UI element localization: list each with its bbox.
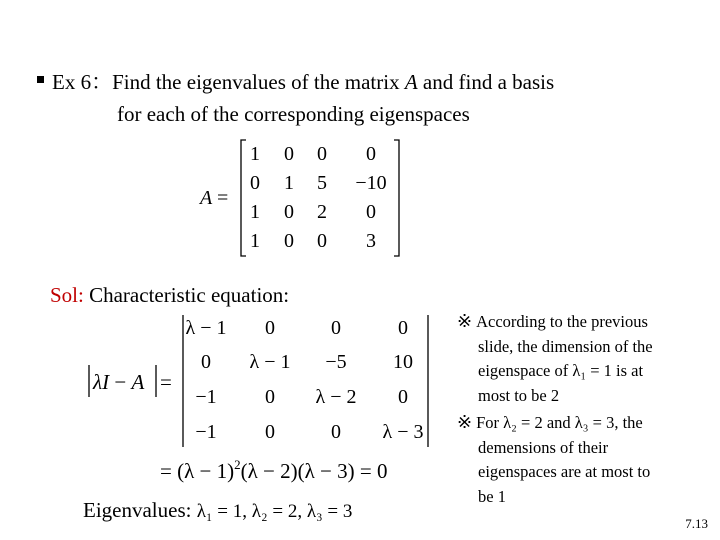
det-cell: 10	[393, 351, 413, 373]
eigenvalues-expr: λ₁ = 1, λ₂ = 2, λ₃ = 3	[196, 501, 353, 522]
det-cell: λ − 1	[249, 351, 291, 373]
matrix-a-cell: 5	[317, 172, 327, 194]
reference-mark-icon: ※	[457, 412, 473, 432]
note-2	[457, 410, 650, 509]
note-1-line: eigenspace of λ₁ = 1 is at	[478, 361, 644, 380]
det-cell: 0	[265, 317, 275, 339]
matrix-a-figure	[190, 132, 420, 262]
det-label-expr	[92, 370, 144, 394]
note-1-line: slide, the dimension of the	[478, 336, 653, 356]
det-cell: 0	[331, 317, 341, 339]
matrix-a-cell: 0	[317, 143, 327, 165]
example-number: Ex 6	[52, 70, 92, 94]
matrix-a-cell: 0	[284, 230, 294, 252]
note-1	[457, 309, 653, 408]
det-cell: 0	[265, 421, 275, 443]
page-number: 7.13	[685, 516, 708, 531]
char-poly-exponent: 2	[234, 457, 241, 472]
matrix-a-left-bracket	[241, 140, 246, 256]
note-1-line: most to be 2	[478, 385, 560, 405]
example-heading-line2: for each of the corresponding eigenspaces	[117, 102, 470, 126]
matrix-a-right-bracket	[394, 140, 399, 256]
det-cell: −5	[325, 351, 347, 373]
matrix-a-cell: 0	[284, 143, 294, 165]
note-1-first-line: According to the previous	[476, 312, 648, 331]
det-cell: 0	[398, 317, 408, 339]
note-2-line: demensions of their	[478, 437, 609, 457]
det-cell: λ − 2	[315, 386, 357, 408]
matrix-a-cell: 0	[317, 230, 327, 252]
det-cell: 0	[265, 386, 275, 408]
char-poly-lhs: = (λ − 1)	[160, 459, 235, 483]
matrix-a-cell: 0	[284, 201, 294, 223]
char-poly-rhs: (λ − 2)(λ − 3) = 0	[240, 459, 388, 483]
heading-text-b: and find a basis	[417, 70, 555, 94]
det-cell: 0	[398, 386, 408, 408]
matrix-a-cell: 3	[366, 230, 376, 252]
note-2-first-line: For λ₂ = 2 and λ₃ = 3, the	[476, 413, 643, 432]
bullet-icon	[37, 76, 44, 83]
eigenvalues-label: Eigenvalues:	[83, 498, 197, 522]
matrix-a-cell: −10	[355, 172, 387, 194]
note-2-line: eigenspaces are at most to	[478, 462, 651, 481]
eigenvalues-line	[83, 498, 352, 522]
reference-mark-icon: ※	[457, 311, 473, 331]
det-label-matrix: A	[131, 370, 145, 394]
matrix-a-cell: 0	[366, 143, 376, 165]
determinant-figure	[80, 305, 440, 535]
det-cell: −1	[195, 386, 217, 408]
char-eq-label: Characteristic equation:	[83, 283, 290, 307]
matrix-a-cell: 0	[366, 201, 376, 223]
matrix-a-cell: 1	[250, 143, 260, 165]
example-heading	[52, 66, 554, 96]
matrix-a-cell: 0	[250, 172, 260, 194]
matrix-a-equals: =	[217, 187, 229, 209]
det-cell: 0	[201, 351, 211, 373]
matrix-a-cell: 2	[317, 201, 327, 223]
det-cell: −1	[195, 421, 217, 443]
note-2-line: be 1	[478, 486, 506, 506]
det-label-identity: I	[102, 370, 110, 394]
heading-text-a: Find the eigenvalues of the matrix	[112, 70, 405, 94]
det-label-minus: −	[109, 370, 132, 394]
heading-colon: ：	[91, 70, 113, 94]
matrix-a-cell: 1	[250, 201, 260, 223]
heading-matrix-var: A	[404, 70, 418, 94]
det-cell: 0	[331, 421, 341, 443]
sol-label: Sol:	[50, 283, 84, 307]
matrix-a-cell: 1	[284, 172, 294, 194]
matrix-a-cell: 1	[250, 230, 260, 252]
char-poly	[160, 457, 387, 483]
matrix-a-label: A	[200, 187, 213, 209]
det-cell: λ − 3	[382, 421, 424, 443]
det-cell: λ − 1	[185, 317, 227, 339]
det-equals: =	[160, 370, 172, 394]
det-label-lambda: λ	[93, 370, 103, 394]
